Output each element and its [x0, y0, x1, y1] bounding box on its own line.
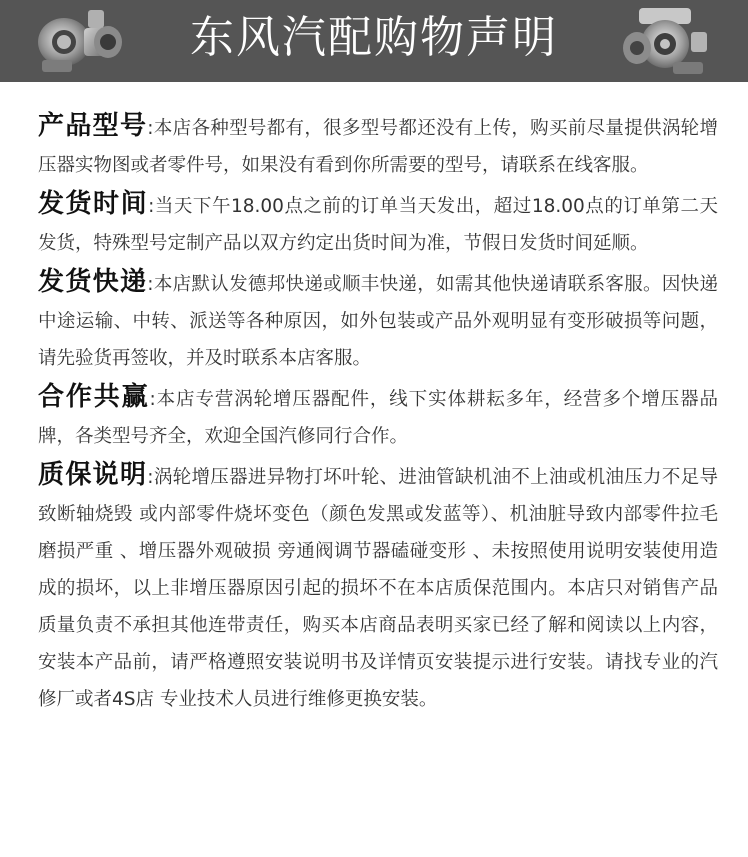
section-warranty	[38, 457, 718, 718]
turbocharger-icon	[615, 4, 715, 78]
section-text: 涡轮增压器进异物打坏叶轮、进油管缺机油不上油或机油压力不足导致断轴烧毁 或内部零件烧坏变色（颜色发黑或发蓝等）、机油脏导致内部零件拉毛 磨损严重 、增压器外观破损 旁通阀调节器磕碰变形 、未按照使用说明安装使用造成的损坏，以上非增压器原因引起的损坏不在本店质保范围内。本店只对销售产品质量负责不承担其他连带责任，购买本店商品表明买家已经了解和阅读以上内容，安装本产品前，请严格遵照安装说明书及详情页安装提示进行安装。请找专业的汽修厂或者4S店 专业技术人员进行维修更换安装。	[38, 467, 718, 710]
section-cooperation	[38, 379, 718, 455]
section-separator: :	[148, 196, 155, 217]
section-separator: :	[147, 118, 154, 139]
section-heading: 产品型号	[38, 111, 148, 141]
section-shipping-time	[38, 186, 718, 262]
section-text: 本店各种型号都有，很多型号都还没有上传，购买前尽量提供涡轮增压器实物图或者零件号，如果没有看到你所需要的型号，请联系在线客服。	[38, 118, 718, 176]
section-heading: 发货快递	[38, 267, 148, 297]
section-separator: :	[147, 274, 154, 295]
declaration-content	[38, 108, 718, 718]
section-heading: 合作共赢	[38, 382, 150, 412]
page-title: 东风汽配购物声明	[190, 12, 558, 63]
section-product-model	[38, 108, 718, 184]
section-separator: :	[147, 467, 154, 488]
section-heading: 发货时间	[38, 189, 149, 219]
header-banner	[0, 0, 748, 82]
section-text: 本店默认发德邦快递或顺丰快递，如需其他快递请联系客服。因快递中途运输、中转、派送等各种原因，如外包装或产品外观明显有变形破损等问题，请先验货再签收，并及时联系本店客服。	[38, 274, 718, 369]
section-text: 当天下午18.00点之前的订单当天发出，超过18.00点的订单第二天发货，特殊型号定制产品以双方约定出货时间为准，节假日发货时间延顺。	[38, 196, 718, 254]
section-courier	[38, 264, 718, 377]
section-text: 本店专营涡轮增压器配件，线下实体耕耘多年，经营多个增压器品牌，各类型号齐全，欢迎全国汽修同行合作。	[38, 389, 718, 447]
section-separator: :	[149, 389, 156, 410]
section-heading: 质保说明	[38, 460, 148, 490]
